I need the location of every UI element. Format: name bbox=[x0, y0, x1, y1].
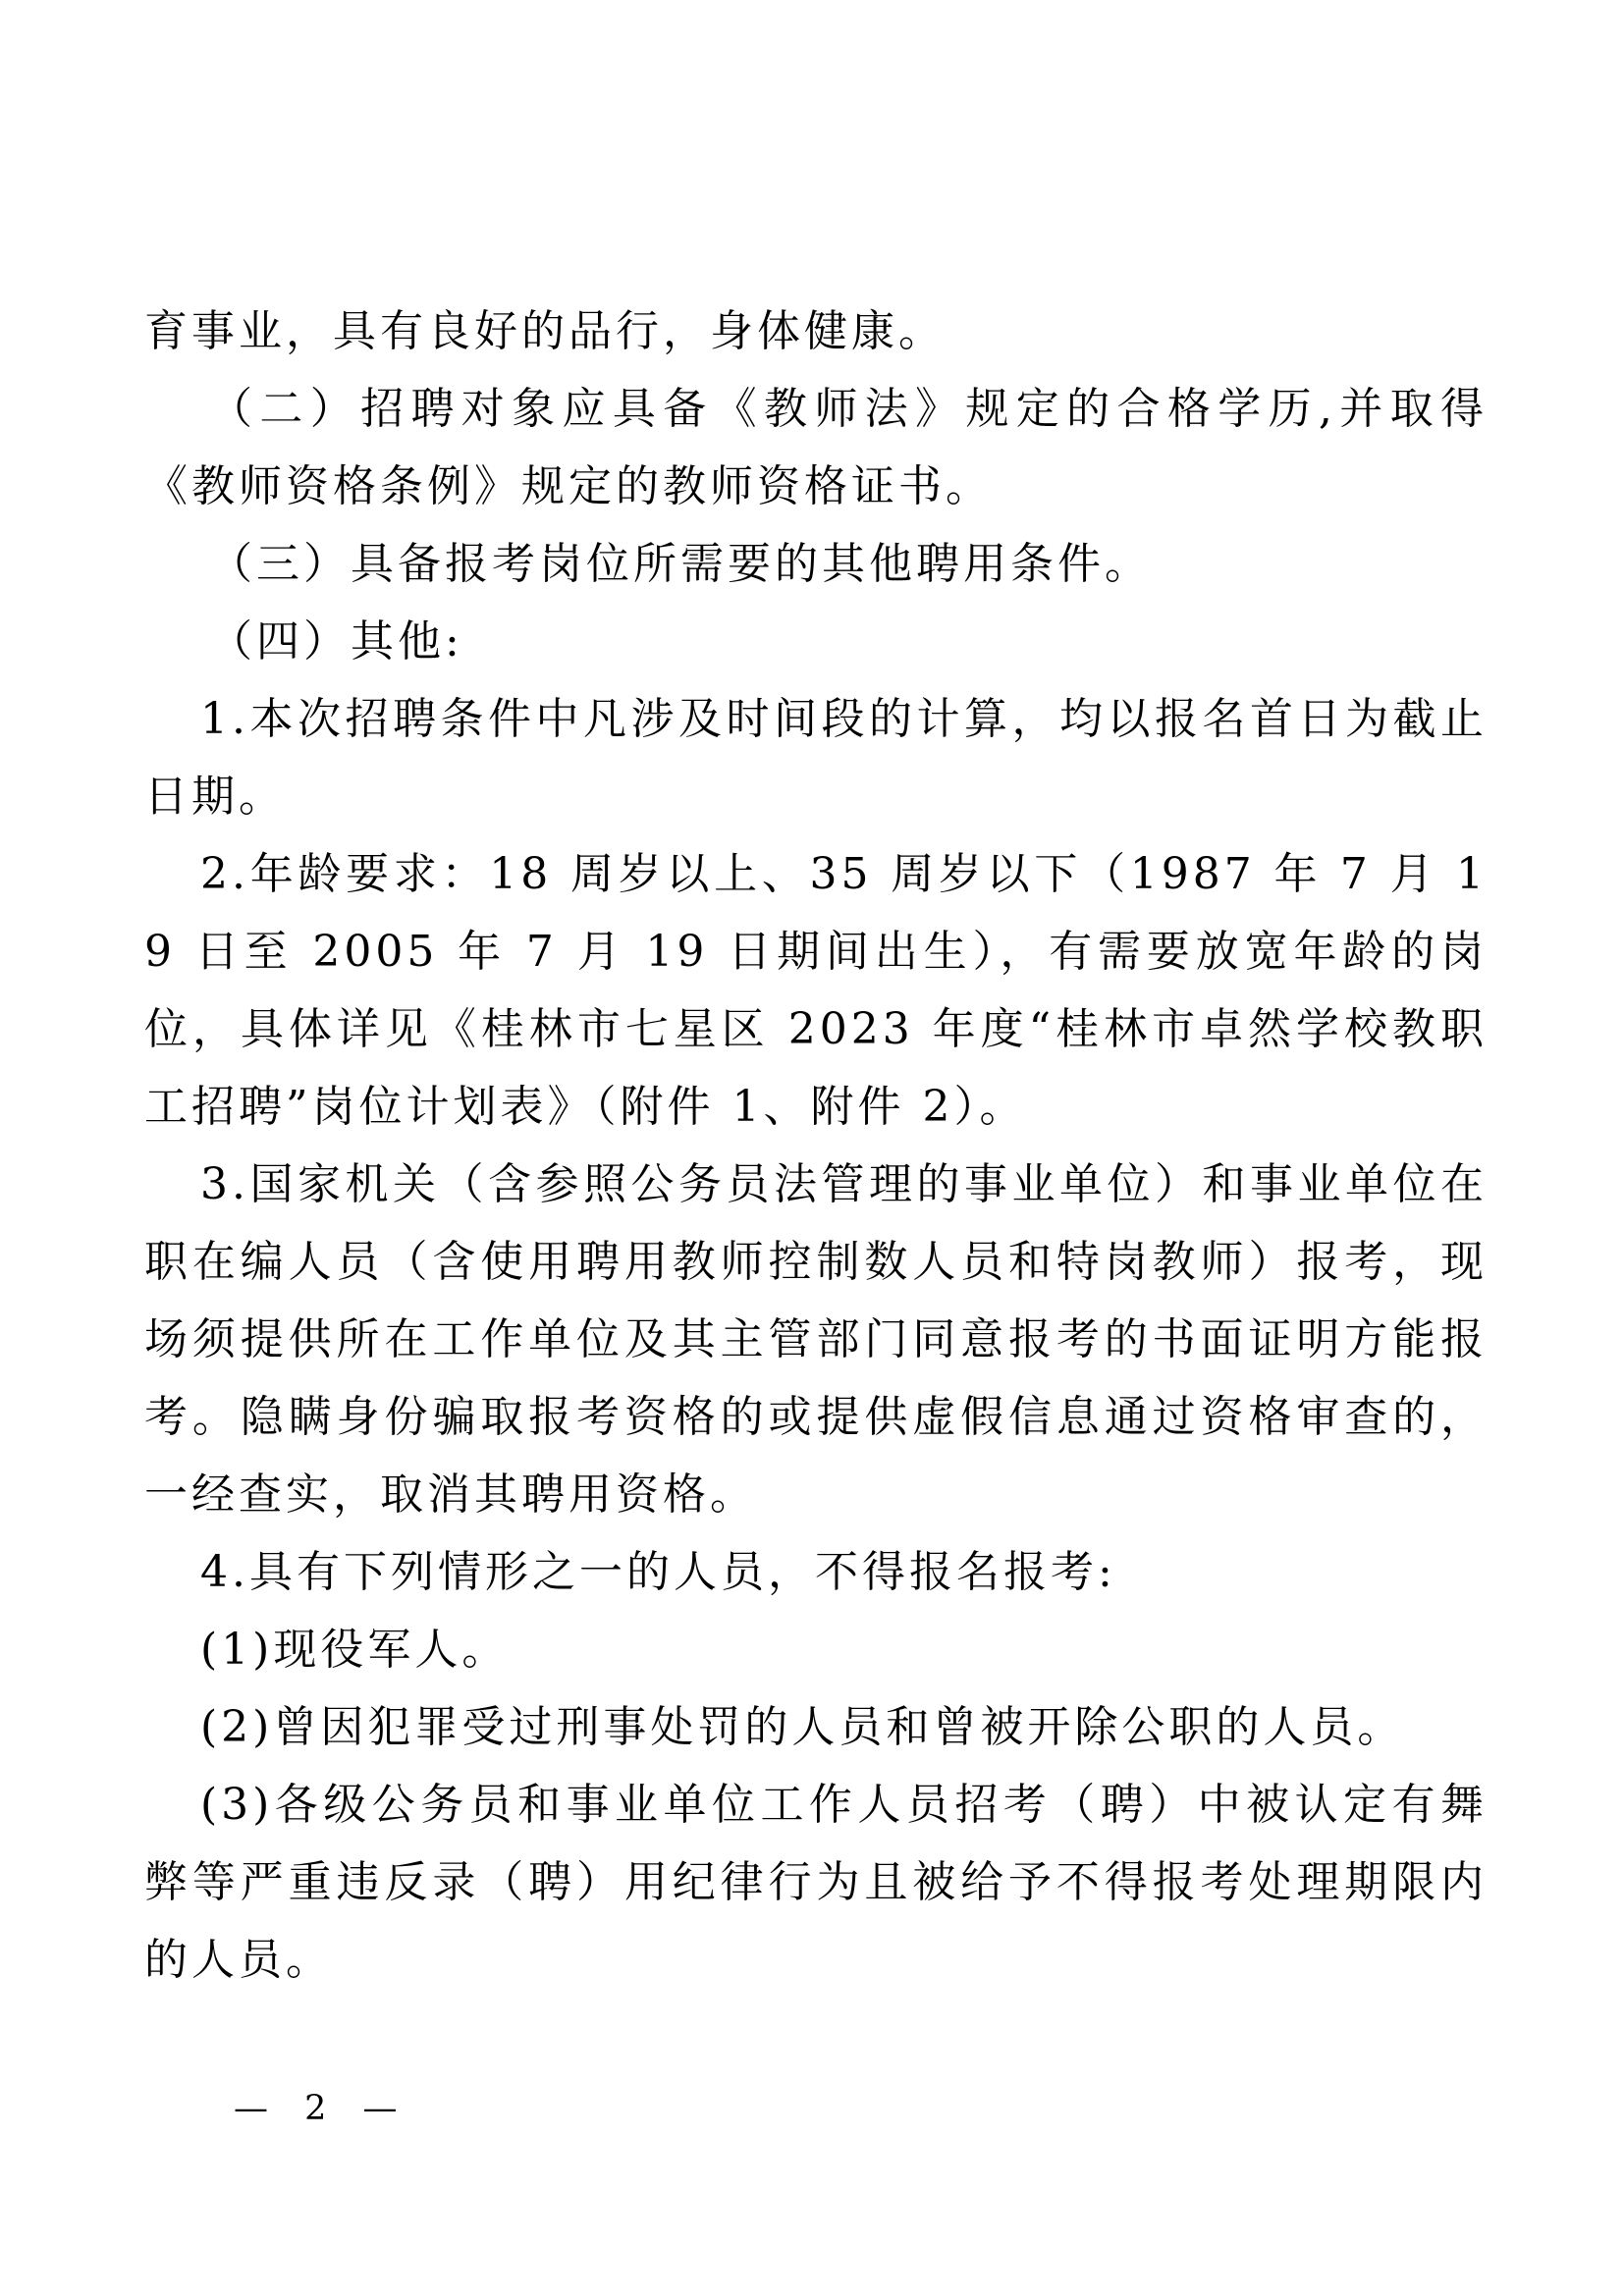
paragraph-continuation: 育事业，具有良好的品行，身体健康。 bbox=[144, 306, 946, 356]
paragraph-item-2: （二）招聘对象应具备《教师法》规定的合格学历,并取得《教师资格条例》规定的教师资格证书。 bbox=[144, 384, 1488, 511]
paragraph-point-4: 4.具有下列情形之一的人员，不得报名报考: bbox=[200, 1547, 1116, 1597]
paragraph-item-3: （三）具备报考岗位所需要的其他聘用条件。 bbox=[209, 539, 1152, 589]
paragraph-point-3: 3.国家机关（含参照公务员法管理的事业单位）和事业单位在职在编人员（含使用聘用教师控制数人员和特岗教师）报考，现场须提供所在工作单位及其主管部门同意报考的书面证明方能报考。隐瞒身份骗取报考资格的或提供虚假信息通过资格审查的，一经查实，取消其聘用资格。 bbox=[144, 1159, 1488, 1520]
document-body bbox=[144, 293, 1488, 1999]
page-number: — 2 — bbox=[234, 2089, 410, 2128]
paragraph-subpoint-3: (3)各级公务员和事业单位工作人员招考（聘）中被认定有舞弊等严重违反录（聘）用纪律行为且被给予不得报考处理期限内的人员。 bbox=[144, 1780, 1488, 1985]
paragraph-point-2: 2.年龄要求：18 周岁以上、35 周岁以下（1987 年 7 月 19 日至 2005 年 7 月 19 日期间出生），有需要放宽年龄的岗位，具体详见《桂林市七星区 2023 年度“桂林市卓然学校教职工招聘”岗位计划表》（附件 1、附件 2）。 bbox=[144, 849, 1488, 1132]
paragraph-item-4: （四）其他: bbox=[209, 616, 463, 667]
paragraph-subpoint-2: (2)曾因犯罪受过刑事处罚的人员和曾被开除公职的人员。 bbox=[200, 1702, 1405, 1752]
paragraph-point-1: 1.本次招聘条件中凡涉及时间段的计算，均以报名首日为截止日期。 bbox=[144, 694, 1488, 822]
paragraph-subpoint-1: (1)现役军人。 bbox=[200, 1625, 510, 1675]
